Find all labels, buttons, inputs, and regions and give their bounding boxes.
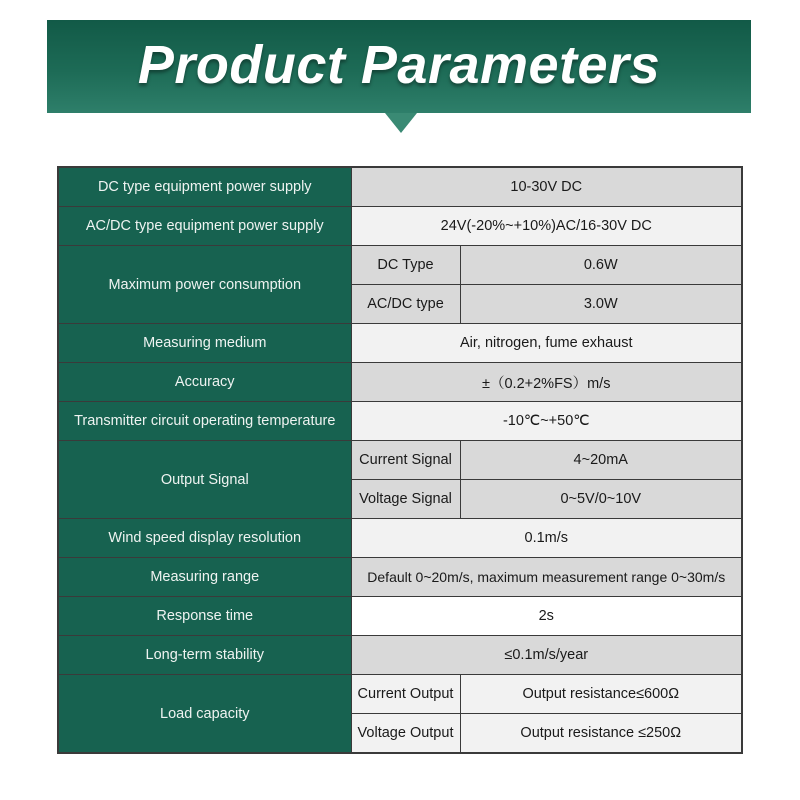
table-row (58, 207, 742, 246)
param-value: 4~20mA (460, 441, 742, 480)
param-value: Output resistance ≤250Ω (460, 714, 742, 754)
param-value: Output resistance≤600Ω (460, 675, 742, 714)
table-row (58, 441, 742, 480)
table-row (58, 167, 742, 207)
table-row (58, 597, 742, 636)
param-value: 0.1m/s (351, 519, 742, 558)
parameters-table (57, 166, 743, 754)
param-value: Air, nitrogen, fume exhaust (351, 324, 742, 363)
param-label: Transmitter circuit operating temperature (58, 402, 351, 441)
page-title: Product Parameters (137, 35, 661, 95)
param-label: Wind speed display resolution (58, 519, 351, 558)
param-label: Load capacity (58, 675, 351, 754)
param-label: Measuring medium (58, 324, 351, 363)
param-value: 3.0W (460, 285, 742, 324)
table-row (58, 519, 742, 558)
table-row (58, 246, 742, 285)
table-row (58, 363, 742, 402)
param-label: Accuracy (58, 363, 351, 402)
param-label: Output Signal (58, 441, 351, 519)
param-label: Long-term stability (58, 636, 351, 675)
param-label: DC type equipment power supply (58, 167, 351, 207)
param-value: Default 0~20m/s, maximum measurement range 0~30m/s (351, 558, 742, 597)
param-label: Response time (58, 597, 351, 636)
table-row (58, 558, 742, 597)
param-value: 10-30V DC (351, 167, 742, 207)
table-row (58, 636, 742, 675)
param-sublabel: DC Type (351, 246, 460, 285)
param-value: ±（0.2+2%FS）m/s (351, 363, 742, 402)
table-row (58, 675, 742, 714)
param-value: 24V(-20%~+10%)AC/16-30V DC (351, 207, 742, 246)
param-sublabel: Voltage Output (351, 714, 460, 754)
param-label: AC/DC type equipment power supply (58, 207, 351, 246)
param-sublabel: Current Signal (351, 441, 460, 480)
param-value: 2s (351, 597, 742, 636)
title-banner (47, 20, 751, 113)
banner-pointer-arrow-icon (385, 113, 417, 133)
table-row (58, 402, 742, 441)
param-value: -10℃~+50℃ (351, 402, 742, 441)
param-label: Maximum power consumption (58, 246, 351, 324)
param-sublabel: Current Output (351, 675, 460, 714)
param-value: ≤0.1m/s/year (351, 636, 742, 675)
param-label: Measuring range (58, 558, 351, 597)
param-value: 0.6W (460, 246, 742, 285)
param-sublabel: Voltage Signal (351, 480, 460, 519)
param-sublabel: AC/DC type (351, 285, 460, 324)
param-value: 0~5V/0~10V (460, 480, 742, 519)
table-row (58, 324, 742, 363)
